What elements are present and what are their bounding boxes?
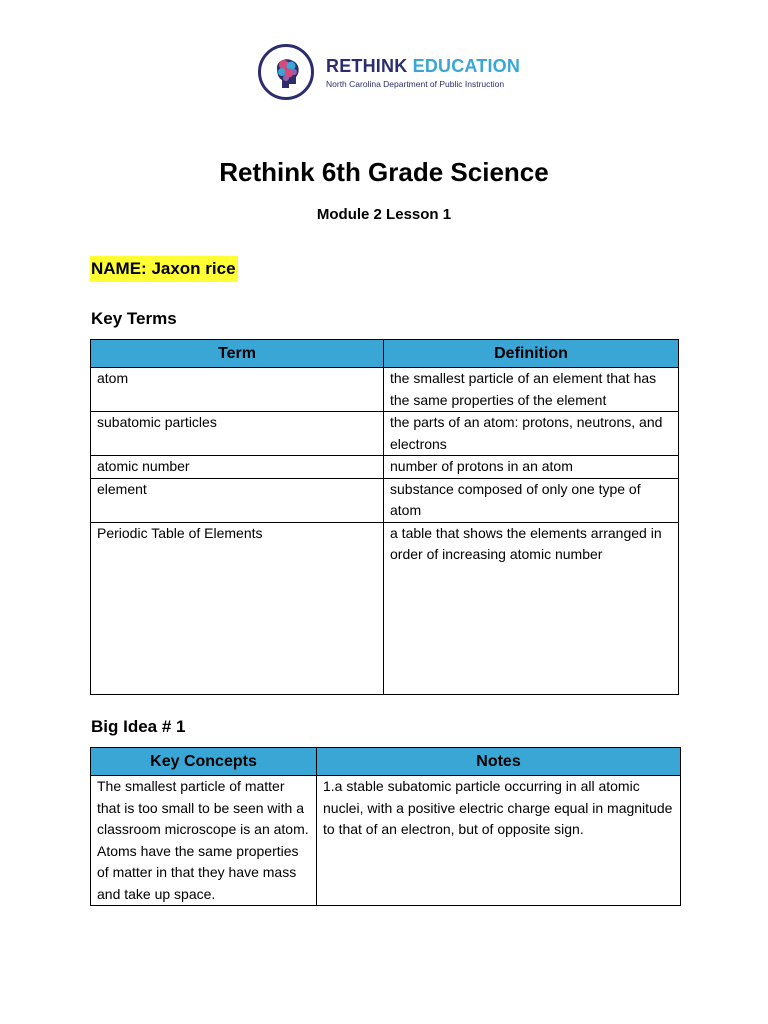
- table-row: [91, 776, 681, 906]
- table-row: [91, 522, 679, 694]
- term-cell: subatomic particles: [91, 412, 384, 456]
- big-idea-table: [90, 747, 681, 906]
- table-row: [91, 368, 679, 412]
- logo-title: [326, 56, 520, 77]
- table-row: [91, 456, 679, 479]
- column-header-key-concepts: Key Concepts: [91, 748, 317, 776]
- definition-cell: the smallest particle of an element that has the same properties of the element: [384, 368, 679, 412]
- table-row: [91, 478, 679, 522]
- student-name-field: NAME: Jaxon rice: [90, 256, 238, 282]
- document-subtitle: Module 2 Lesson 1: [316, 206, 452, 223]
- big-idea-heading: Big Idea # 1: [91, 717, 186, 736]
- column-header-definition: Definition: [384, 340, 679, 368]
- logo-subtitle: North Carolina Department of Public Instruction: [326, 79, 505, 89]
- document-title: Rethink 6th Grade Science: [219, 157, 549, 187]
- term-cell: atom: [91, 368, 384, 412]
- column-header-term: Term: [91, 340, 384, 368]
- notes-cell: 1.a stable subatomic particle occurring in all atomic nuclei, with a positive electric charge equal in magnitude to that of an electron, but of opposite sign.: [317, 776, 681, 906]
- definition-cell: the parts of an atom: protons, neutrons, and electrons: [384, 412, 679, 456]
- column-header-notes: Notes: [317, 748, 681, 776]
- definition-cell: substance composed of only one type of atom: [384, 478, 679, 522]
- term-cell: Periodic Table of Elements: [91, 522, 384, 694]
- definition-cell: a table that shows the elements arranged in order of increasing atomic number: [384, 522, 679, 694]
- rethink-education-logo: [258, 44, 520, 106]
- brain-head-icon: [258, 44, 314, 100]
- term-cell: atomic number: [91, 456, 384, 479]
- term-cell: element: [91, 478, 384, 522]
- table-row: [91, 412, 679, 456]
- key-terms-table: [90, 339, 679, 695]
- definition-cell: number of protons in an atom: [384, 456, 679, 479]
- key-terms-heading: Key Terms: [91, 309, 177, 328]
- table-header-row: [91, 340, 679, 368]
- logo-title-part1: RETHINK: [326, 56, 408, 76]
- logo-title-part2: EDUCATION: [412, 56, 521, 76]
- table-header-row: [91, 748, 681, 776]
- key-concept-cell: The smallest particle of matter that is too small to be seen with a classroom microscope is an atom. Atoms have the same properties of matter in that they have mass and take up space.: [91, 776, 317, 906]
